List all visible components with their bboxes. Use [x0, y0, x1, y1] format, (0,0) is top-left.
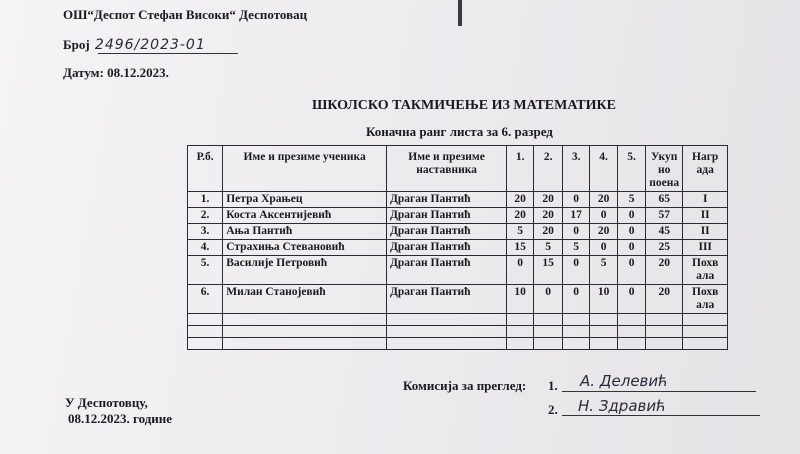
table-row [188, 192, 728, 208]
cell: 10 [507, 285, 534, 314]
col-header: 4. [590, 146, 618, 192]
table-row [188, 208, 728, 224]
table-row [188, 256, 728, 285]
cell: 5 [507, 224, 534, 240]
cell: Василије Петровић [223, 256, 387, 285]
cell: 20 [646, 256, 683, 285]
cell: 10 [590, 285, 618, 314]
cell: 3. [188, 224, 223, 240]
col-header: Име и презиме ученика [223, 146, 387, 192]
footer-date: 08.12.2023. године [68, 411, 173, 426]
cell: 25 [646, 240, 683, 256]
col-header: 3. [563, 146, 590, 192]
cell: Страхиња Стевановић [223, 240, 387, 256]
cell: 1. [188, 192, 223, 208]
table-row [188, 240, 728, 256]
cell: II [683, 224, 728, 240]
page-subtitle: Коначна ранг листа за 6. разред [366, 124, 553, 139]
col-header: Укуп но поена [646, 146, 683, 192]
signature-2-number: 2. [548, 402, 558, 417]
cell: 20 [534, 192, 563, 208]
commission-label: Комисија за преглед: [403, 378, 527, 393]
cell: III [683, 240, 728, 256]
page-title: ШКОЛСКО ТАКМИЧЕЊЕ ИЗ МАТЕМАТИКЕ [312, 98, 616, 113]
cell: 0 [618, 285, 646, 314]
cell: 4. [188, 240, 223, 256]
cell: II [683, 208, 728, 224]
cell: 0 [590, 240, 618, 256]
signature-1: А. Делевић [580, 372, 668, 390]
col-header: Име и презиме наставника [386, 146, 506, 192]
cell: I [683, 192, 728, 208]
binder-clip [458, 0, 462, 26]
empty-row [188, 326, 728, 338]
school-name: ОШ“Деспот Стефан Високи“ Деспотовац [63, 7, 308, 22]
empty-row [188, 338, 728, 350]
signature-1-number: 1. [548, 378, 558, 393]
cell: 2. [188, 208, 223, 224]
number-underline [98, 53, 238, 54]
cell: 0 [563, 192, 590, 208]
cell: 0 [507, 256, 534, 285]
cell: 0 [618, 240, 646, 256]
cell: 0 [590, 208, 618, 224]
cell: Драган Пантић [386, 192, 506, 208]
cell: 0 [618, 208, 646, 224]
signature-1-line [562, 391, 756, 392]
col-header: Нагр ада [683, 146, 728, 192]
cell: 15 [507, 240, 534, 256]
number-label: Број [63, 37, 90, 52]
cell: 0 [618, 224, 646, 240]
ranking-table [187, 145, 728, 350]
col-header: 5. [618, 146, 646, 192]
document-date: Датум: 08.12.2023. [63, 65, 169, 80]
cell: 45 [646, 224, 683, 240]
cell: 5 [563, 240, 590, 256]
document-number [63, 37, 206, 53]
cell: 5 [590, 256, 618, 285]
cell: Милан Станојевић [223, 285, 387, 314]
cell: Ања Пантић [223, 224, 387, 240]
signature-2: Н. Здравић [578, 397, 666, 415]
cell: 20 [507, 208, 534, 224]
cell: Драган Пантић [386, 240, 506, 256]
signature-2-line [562, 415, 760, 416]
cell: Драган Пантић [386, 285, 506, 314]
cell: 6. [188, 285, 223, 314]
cell: Драган Пантић [386, 256, 506, 285]
cell: 20 [646, 285, 683, 314]
cell: Драган Пантић [386, 208, 506, 224]
cell: 0 [534, 285, 563, 314]
cell: Петра Храњец [223, 192, 387, 208]
cell: Коста Аксентијевић [223, 208, 387, 224]
cell: 5 [534, 240, 563, 256]
cell: 17 [563, 208, 590, 224]
cell: Похв ала [683, 285, 728, 314]
table-row [188, 285, 728, 314]
cell: 20 [507, 192, 534, 208]
cell: 65 [646, 192, 683, 208]
cell: 20 [534, 224, 563, 240]
cell: 57 [646, 208, 683, 224]
number-handwritten: 2496/2023-01 [94, 37, 206, 53]
col-header: 2. [534, 146, 563, 192]
cell: 5. [188, 256, 223, 285]
cell: 20 [590, 192, 618, 208]
col-header: 1. [507, 146, 534, 192]
cell: 20 [590, 224, 618, 240]
cell: 0 [618, 256, 646, 285]
cell: Похв ала [683, 256, 728, 285]
table-row [188, 224, 728, 240]
empty-row [188, 314, 728, 326]
cell: 5 [618, 192, 646, 208]
cell: 0 [563, 256, 590, 285]
place-label: У Деспотовцу, [65, 395, 148, 410]
cell: 0 [563, 285, 590, 314]
cell: Драган Пантић [386, 224, 506, 240]
col-header: Р.б. [188, 146, 223, 192]
table-header-row [188, 146, 728, 192]
cell: 15 [534, 256, 563, 285]
cell: 0 [563, 224, 590, 240]
cell: 20 [534, 208, 563, 224]
